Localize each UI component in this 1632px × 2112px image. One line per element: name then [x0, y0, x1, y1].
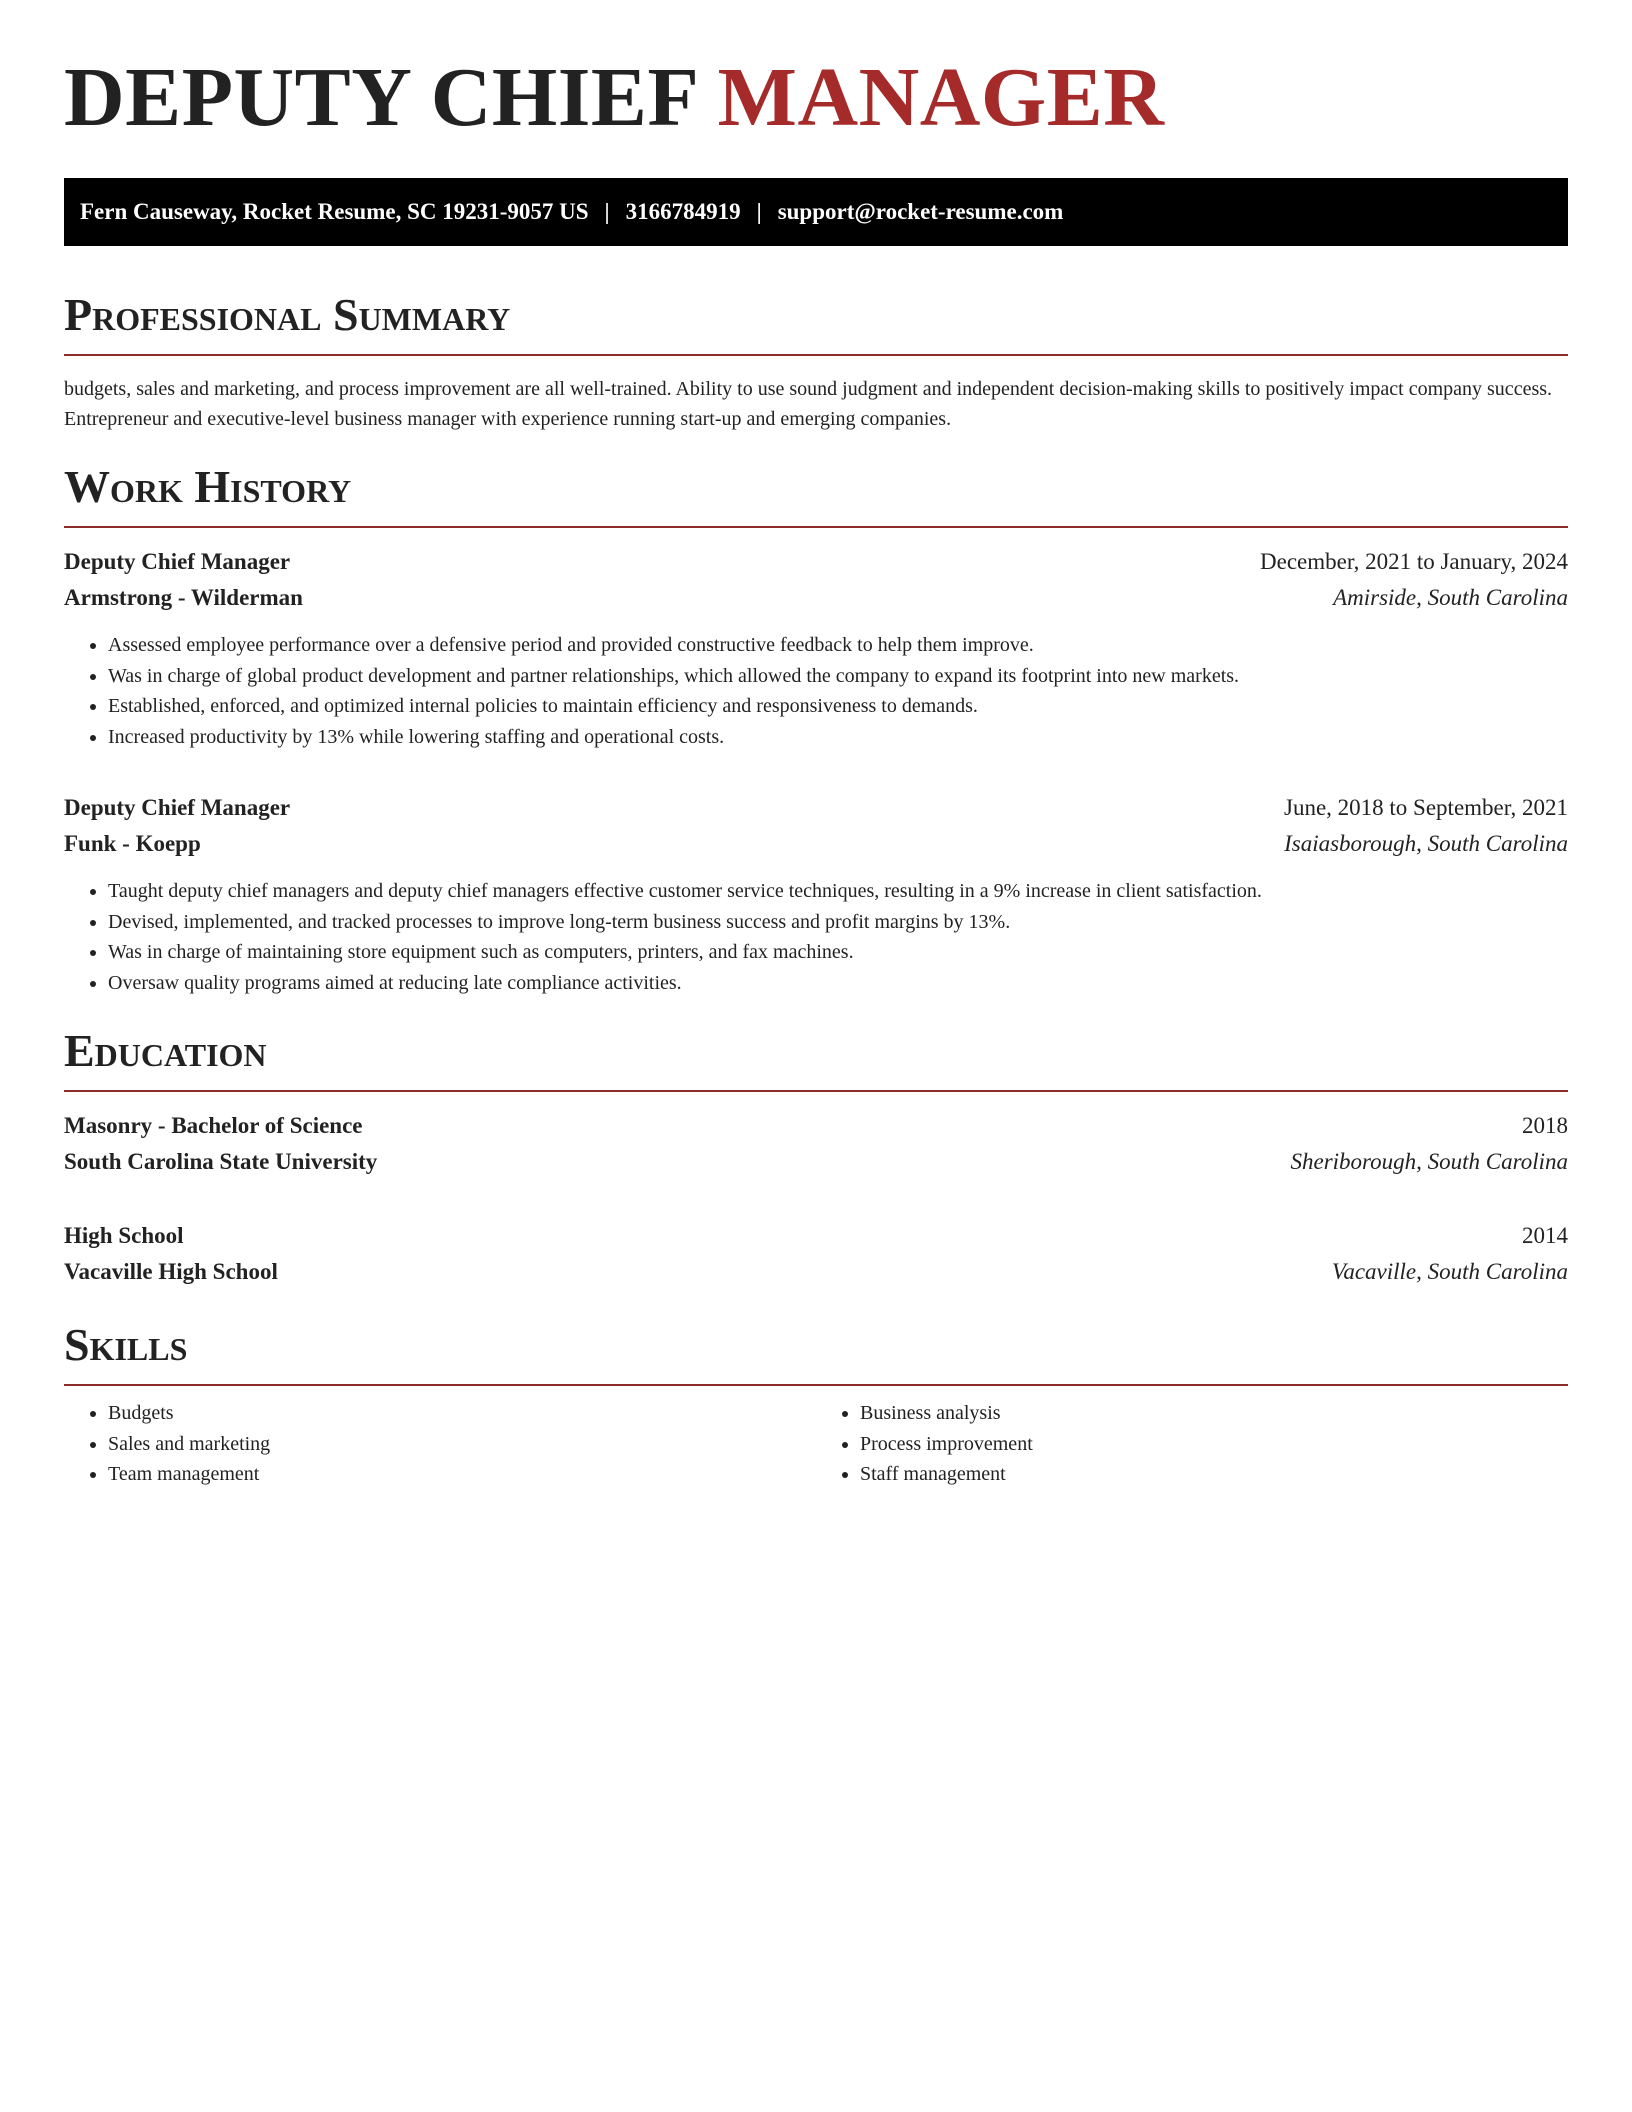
- work-section-divider: [64, 526, 1568, 528]
- contact-separator: |: [604, 199, 610, 224]
- job-role: Deputy Chief Manager: [64, 795, 291, 820]
- job-location: Amirside, South Carolina: [1333, 585, 1568, 610]
- education-section-divider: [64, 1090, 1568, 1092]
- education-section-title: Education: [64, 1025, 267, 1076]
- education-location: Sheriborough, South Carolina: [1290, 1149, 1568, 1174]
- job-bullet: • Was in charge of maintaining store equipment such as computers, printers, and fax machines.: [108, 937, 1568, 968]
- contact-email: support@rocket-resume.com: [777, 199, 1064, 224]
- job-bullet: • Established, enforced, and optimized internal policies to maintain efficiency and responsiveness to demands.: [108, 691, 1568, 722]
- job-bullet-list: [64, 876, 1568, 998]
- job-bullet: • Taught deputy chief managers and deputy chief managers effective customer service techniques, resulting in a 9% increase in client satisfaction.: [108, 876, 1568, 907]
- work-section-title: Work History: [64, 461, 352, 512]
- skills-column-left: [64, 1398, 816, 1490]
- job-dates: December, 2021 to January, 2024: [1260, 549, 1568, 574]
- skill-item: • Team management: [108, 1459, 816, 1490]
- education-location: Vacaville, South Carolina: [1331, 1259, 1568, 1284]
- job-entry: [64, 544, 1568, 752]
- resume-name-heading: [64, 51, 1568, 144]
- skill-item: • Budgets: [108, 1398, 816, 1429]
- name-part-2: MANAGER: [717, 51, 1165, 144]
- contact-phone: 3166784919: [625, 199, 741, 224]
- education-school: Vacaville High School: [64, 1259, 278, 1284]
- skill-item: • Sales and marketing: [108, 1429, 816, 1460]
- education-degree: Masonry - Bachelor of Science: [64, 1113, 363, 1138]
- job-location: Isaiasborough, South Carolina: [1284, 831, 1568, 856]
- contact-address: Fern Causeway, Rocket Resume, SC 19231-9057 US: [80, 199, 589, 224]
- education-school: South Carolina State University: [64, 1149, 378, 1174]
- contact-bar: [64, 178, 1568, 246]
- summary-section-divider: [64, 354, 1568, 356]
- name-part-1: DEPUTY CHIEF: [64, 51, 697, 144]
- skill-item: • Process improvement: [860, 1429, 1568, 1460]
- education-entry: [64, 1108, 1568, 1180]
- job-company: Funk - Koepp: [64, 831, 201, 856]
- job-entry: [64, 790, 1568, 998]
- education-degree: High School: [64, 1223, 184, 1248]
- skills-section-title: Skills: [64, 1319, 188, 1370]
- job-role: Deputy Chief Manager: [64, 549, 291, 574]
- job-bullet-list: [64, 630, 1568, 752]
- skills-column-right: [816, 1398, 1568, 1490]
- job-dates: June, 2018 to September, 2021: [1284, 795, 1568, 820]
- skills-grid: [64, 1398, 1568, 1490]
- skill-item: • Staff management: [860, 1459, 1568, 1490]
- job-bullet: • Oversaw quality programs aimed at reducing late compliance activities.: [108, 968, 1568, 999]
- summary-section-title: Professional Summary: [64, 289, 511, 340]
- contact-separator: |: [756, 199, 762, 224]
- job-bullet: • Increased productivity by 13% while lowering staffing and operational costs.: [108, 722, 1568, 753]
- skill-item: • Business analysis: [860, 1398, 1568, 1429]
- job-bullet: • Was in charge of global product development and partner relationships, which allowed the company to expand its footprint into new markets.: [108, 661, 1568, 692]
- job-company: Armstrong - Wilderman: [64, 585, 303, 610]
- education-entry: [64, 1218, 1568, 1290]
- summary-text: budgets, sales and marketing, and process improvement are all well-trained. Ability to use sound judgment and independent decision-making skills to positively impact company success. Entrepreneur and executive-level business manager with experience running start-up and emerging companies.: [64, 378, 1553, 430]
- skills-section-divider: [64, 1384, 1568, 1386]
- job-bullet: • Assessed employee performance over a defensive period and provided constructive feedback to help them improve.: [108, 630, 1568, 661]
- education-year: 2018: [1522, 1113, 1568, 1138]
- education-year: 2014: [1522, 1223, 1568, 1248]
- job-bullet: • Devised, implemented, and tracked processes to improve long-term business success and profit margins by 13%.: [108, 907, 1568, 938]
